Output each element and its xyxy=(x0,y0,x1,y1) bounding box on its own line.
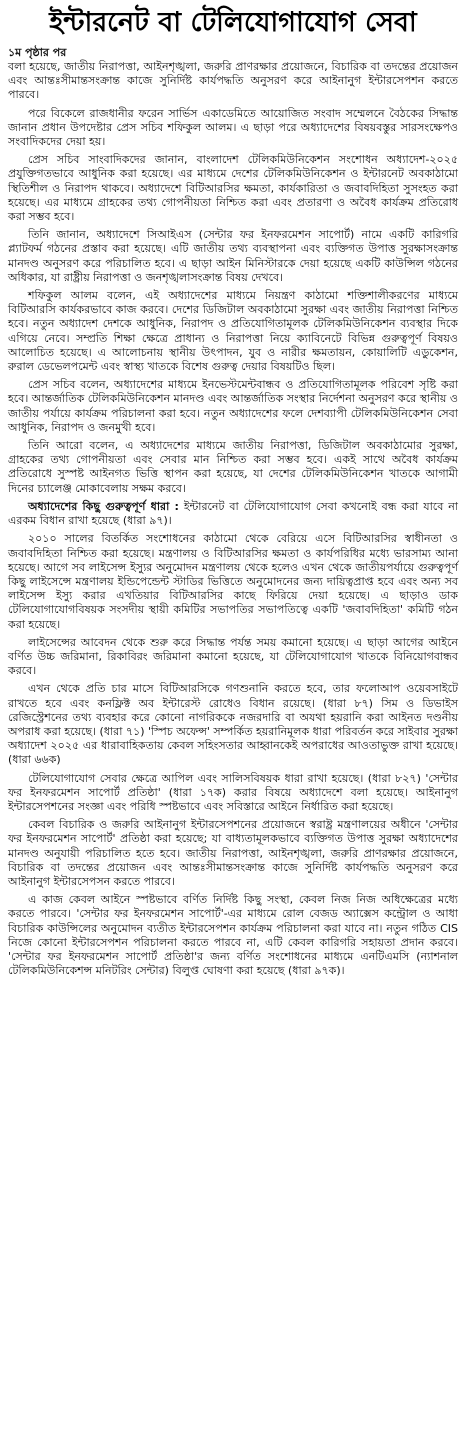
paragraph: তিনি আরো বলেন, এ অধ্যাদেশের মাধ্যমে জাতীয় নিরাপত্তা, ডিজিটাল অবকাঠামোর সুরক্ষা, গ্রাহকের তথ্য গোপনীয়তা এবং সেবার মান নিশ্চিত করা সম্ভব হবে। একই সাথে অবৈধ কার্যক্রম প্রতিরোধে সুস্পষ্ট আইনগত ভিত্তি স্থাপন করা হয়েছে, যা দেশের টেলিকমিউনিকেশন খাতকে আগামী দিনের চ্যালেঞ্জ মোকাবেলায় সক্ষম করবে। xyxy=(8,439,458,495)
paragraph: পরে বিকেলে রাজধানীর ফরেন সার্ভিস একাডেমিতে আয়োজিত সংবাদ সম্মেলনে বৈঠকের সিদ্ধান্ত জানান প্রধান উপদেষ্টার প্রেস সচিব শফিকুল আলম। এ ছাড়া পরে অধ্যাদেশের বিষয়বস্তুর সারসংক্ষেপও সংবাদিকদের দেয়া হয়। xyxy=(8,106,458,149)
paragraph: বলা হয়েছে, জাতীয় নিরাপত্তা, আইনশৃঙ্খলা, জরুরি প্রাণরক্ষার প্রয়োজনে, বিচারিক বা তদন্তের প্রয়োজন এবং আন্তঃসীমান্তসংক্রান্ত কাজে সুনির্দিষ্ট কার্যপদ্ধতি অনুসরণ করে আইনানুগ ইন্টারসেপশন করতে পারবে। xyxy=(8,60,458,102)
paragraph: এখন থেকে প্রতি চার মাসে বিটিআরসিকে গণশুনানি করতে হবে, তার ফলোআপ ওয়েবসাইটে রাখতে হবে এবং কনফ্লিক্ট অব ইন্টারেস্ট রোধেও বিধান রয়েছে। (ধারা ৮৭) সিম ও ডিভাইস রেজিস্ট্রেশনের তথ্য ব্যবহার করে কোনো নাগরিককে নজরদারি বা অযথা হয়রানি করা আইনত দণ্ডনীয় অপরাধ করা হয়েছে। (ধারা ৭১) 'স্পিচ অফেন্স' সম্পর্কিত হয়রানিমূলক ধারা পরিবর্তন করে সাইবার সুরক্ষা অধ্যাদেশ ২০২৫ এর ধারাবাহিকতায় কেবল সহিংসতার আহ্বানকেই অপরাধের আওতাভুক্ত রাখা হয়েছে। (ধারা ৬৬ক) xyxy=(8,682,458,767)
article-body xyxy=(8,60,458,978)
paragraph-with-subhead xyxy=(8,500,458,528)
paragraph: এ কাজ কেবল আইনে স্পষ্টভাবে বর্ণিত নির্দিষ্ট কিছু সংস্থা, কেবল নিজ নিজ অধিক্ষেত্রের মধ্যে করতে পারবে। 'সেন্টার ফর ইনফরমেশন সাপোর্ট'-এর মাধ্যমে রোল বেজড অ্যাক্সেস কন্ট্রোল ও আধা বিচারিক কাউন্সিলের অনুমোদন ব্যতীত ইন্টারসেপশন কার্যক্রম পরিচালনা করা যাবে না। নতুন গঠিত CIS নিজে কোনো ইন্টারসেপশন পরিচালনা করতে পারবে না, এটি কেবল কারিগরি সহায়তা প্রদান করবে। 'সেন্টার ফর ইনফরমেশন সাপোর্ট প্রতিষ্ঠা'র জন্য বর্ণিত সংশোধনের মাধ্যমে এনটিএমসি (ন্যাশনাল টেলিকমিউনিকেশন্স মনিটরিং সেন্টার) বিলুপ্ত ঘোষণা করা হয়েছে (ধারা ৯৭ক)। xyxy=(8,893,458,978)
paragraph: লাইসেন্সের আবেদন থেকে শুরু করে সিদ্ধান্ত পর্যন্ত সময় কমানো হয়েছে। এ ছাড়া আগের আইনে বর্ণিত উচ্চ জরিমানা, রিকাবিরং জরিমানা কমানো হয়েছে, যা টেলিযোগাযোগ খাতকে বিনিয়োগবান্ধব করবে। xyxy=(8,635,458,678)
paragraph: প্রেস সচিব সাংবাদিকদের জানান, বাংলাদেশ টেলিকমিউনিকেশন সংশোধন অধ্যাদেশ-২০২৫ প্রযুক্তিগতভাবে আধুনিক করা হয়েছে। এর মাধ্যমে দেশের টেলিকমিউনিকেশন ও ইন্টারনেট অবকাঠামো স্থিতিশীল ও নিরাপদ থাকবে। অধ্যাদেশে বিটিআরসির ক্ষমতা, কার্যকারিতা ও জবাবদিহিতা সুসংহত করা হয়েছে। এর মাধ্যমে গ্রাহকের তথ্য গোপনীয়তা নিশ্চিত করা এবং প্রতারণা ও অবৈধ কার্যক্রম প্রতিরোধ করা সম্ভব হবে। xyxy=(8,153,458,224)
paragraph-text: ইন্টারনেট বা টেলিযোগাযোগ সেবা কখনোই বন্ধ করা যাবে না এরকম বিধান রাখা হয়েছে (ধারা ৯৭)। xyxy=(8,499,458,528)
paragraph: শফিকুল আলম বলেন, এই অধ্যাদেশের মাধ্যমে নিয়ন্ত্রণ কাঠামো শক্তিশালীকরণের মাধ্যমে বিটিআরসি কার্যকরভাবে কাজ করবে। দেশের ডিজিটাল অবকাঠামো সুরক্ষা এবং জাতীয় নিরাপত্তা নিশ্চিত হবে। নতুন অধ্যাদেশ দেশকে আধুনিক, নিরাপদ ও প্রতিযোগিতামূলক টেলিকমিউনিকেশন ব্যবস্থার দিকে এগিয়ে নেবে। সম্প্রতি শিক্ষা ক্ষেত্রে প্রাধান্য ও নিরাপত্তা নিয়ে ক্যাবিনেটে বিভিন্ন গুরুত্বপূর্ণ বিষয়ও আলোচিত হয়েছে। এ আলোচনায় স্থানীয় উৎপাদন, যুব ও নারীর ক্ষমতায়ন, কোয়ালিটি এডুকেশন, রুরাল ডেভেলপমেন্ট এবং স্বাস্থ্য খাতকে বিশেষ গুরুত্ব দেয়ার বিষয়টিও ছিল। xyxy=(8,289,458,374)
paragraph: টেলিযোগাযোগ সেবার ক্ষেত্রে আপিল এবং সালিসবিষয়ক ধারা রাখা হয়েছে। (ধারা ৮২৭) 'সেন্টার ফর ইনফরমেশন সাপোর্ট প্রতিষ্ঠা' (ধারা ১৭ক) করার বিষয়ে অধ্যাদেশে বলা হয়েছে। আইনানুগ ইন্টারসেপশনের সংজ্ঞা এবং পরিধি স্পষ্টভাবে এবং সবিস্তারে আইনে নির্ধারিত করা হয়েছে। xyxy=(8,771,458,813)
paragraph: প্রেস সচিব বলেন, অধ্যাদেশের মাধ্যমে ইনভেস্টমেন্টবান্ধব ও প্রতিযোগিতামূলক পরিবেশ সৃষ্টি করা হবে। আন্তর্জাতিক টেলিকমিউনিকেশন মানদণ্ড এবং আন্তর্জাতিক সংস্থার নির্দেশনা অনুসরণ করে স্থানীয় ও জাতীয় পর্যায়ে কার্যক্রম পরিচালনা করা হবে। নতুন অধ্যাদেশের ফলে দেশব্যাপী টেলিকমিউনিকেশন সেবা আধুনিক, নিরাপদ ও জনমুখী হবে। xyxy=(8,378,458,434)
paragraph: কেবল বিচারিক ও জরুরি আইনানুগ ইন্টারসেপশনের প্রয়োজনে স্বরাষ্ট্র মন্ত্রণালয়ের অধীনে 'সেন্টার ফর ইনফরমেশন সাপোর্ট' প্রতিষ্ঠা করা হয়েছে; যা বাধ্যতামূলকভাবে ব্যক্তিগত উপাত্ত সুরক্ষা অধ্যাদেশের মানদণ্ড অনুযায়ী পরিচালিত হতে হবে। জাতীয় নিরাপত্তা, আইনশৃঙ্খলা, জরুরি প্রাণরক্ষার প্রয়োজনে, বিচারিক বা তদন্তের প্রয়োজন এবং আন্তঃসীমান্তসংক্রান্ত কাজে সুনির্দিষ্ট কার্যপদ্ধতি অনুসরণ করে আইনানুগ ইন্টারসেপসন করতে পারবে। xyxy=(8,818,458,888)
paragraph: তিনি জানান, অধ্যাদেশে সিআইএস (সেন্টার ফর ইনফরমেশন সাপোর্ট) নামে একটি কারিগরি প্ল্যাটফর্ম গঠনের প্রস্তাব করা হয়েছে। এটি জাতীয় তথ্য ব্যবস্থাপনা এবং ব্যক্তিগত উপাত্ত সুরক্ষাসংক্রান্ত মানদণ্ড অনুসরণ করে পরিচালিত হবে। এ ছাড়া আইন মিনিস্টারকে দেয়া হয়েছে একটি কাউন্সিল গঠনের অধিকার, যা রাষ্ট্রীয় নিরাপত্তা ও জনশৃঙ্খলাসংক্রান্ত বিষয় দেখবে। xyxy=(8,228,458,284)
paragraph: ২০১০ সালের বিতর্কিত সংশোধনের কাঠামো থেকে বেরিয়ে এসে বিটিআরসির স্বাধীনতা ও জবাবদিহিতা নিশ্চিত করা হয়েছে। মন্ত্রণালয় ও বিটিআরসির ক্ষমতা ও কার্যপরিধির মধ্যে ভারসাম্য আনা হয়েছে। আগে সব লাইসেন্স ইস্যুর অনুমোদন মন্ত্রণালয় থেকে হলেও এখন থেকে জাতীয়পর্যায়ে গুরুত্বপূর্ণ কিছু লাইসেন্সে মন্ত্রণালয় ইন্ডিপেন্ডেন্ট স্টাডির ভিত্তিতে অনুমোদনের জন্য দায়িত্বপ্রাপ্ত হবে এবং অন্য সব লাইসেন্স ইস্যু করার এখতিয়ার বিটিআরসির কাছে ফিরিয়ে দেয়া হয়েছে। এ ছাড়াও ডাক টেলিযোগাযোগবিষয়ক সংসদীয় স্থায়ী কমিটির সভাপতির সভাপতিত্বে একটি 'জবাবদিহিতা' কমিটি গঠন করা হয়েছে। xyxy=(8,532,458,631)
continued-from-label: ১ম পৃষ্ঠার পর xyxy=(8,46,67,59)
headline: ইন্টারনেট বা টেলিযোগাযোগ সেবা xyxy=(49,7,417,38)
subhead: অধ্যাদেশের কিছু গুরুত্বপূর্ণ ধারা : xyxy=(28,499,179,513)
